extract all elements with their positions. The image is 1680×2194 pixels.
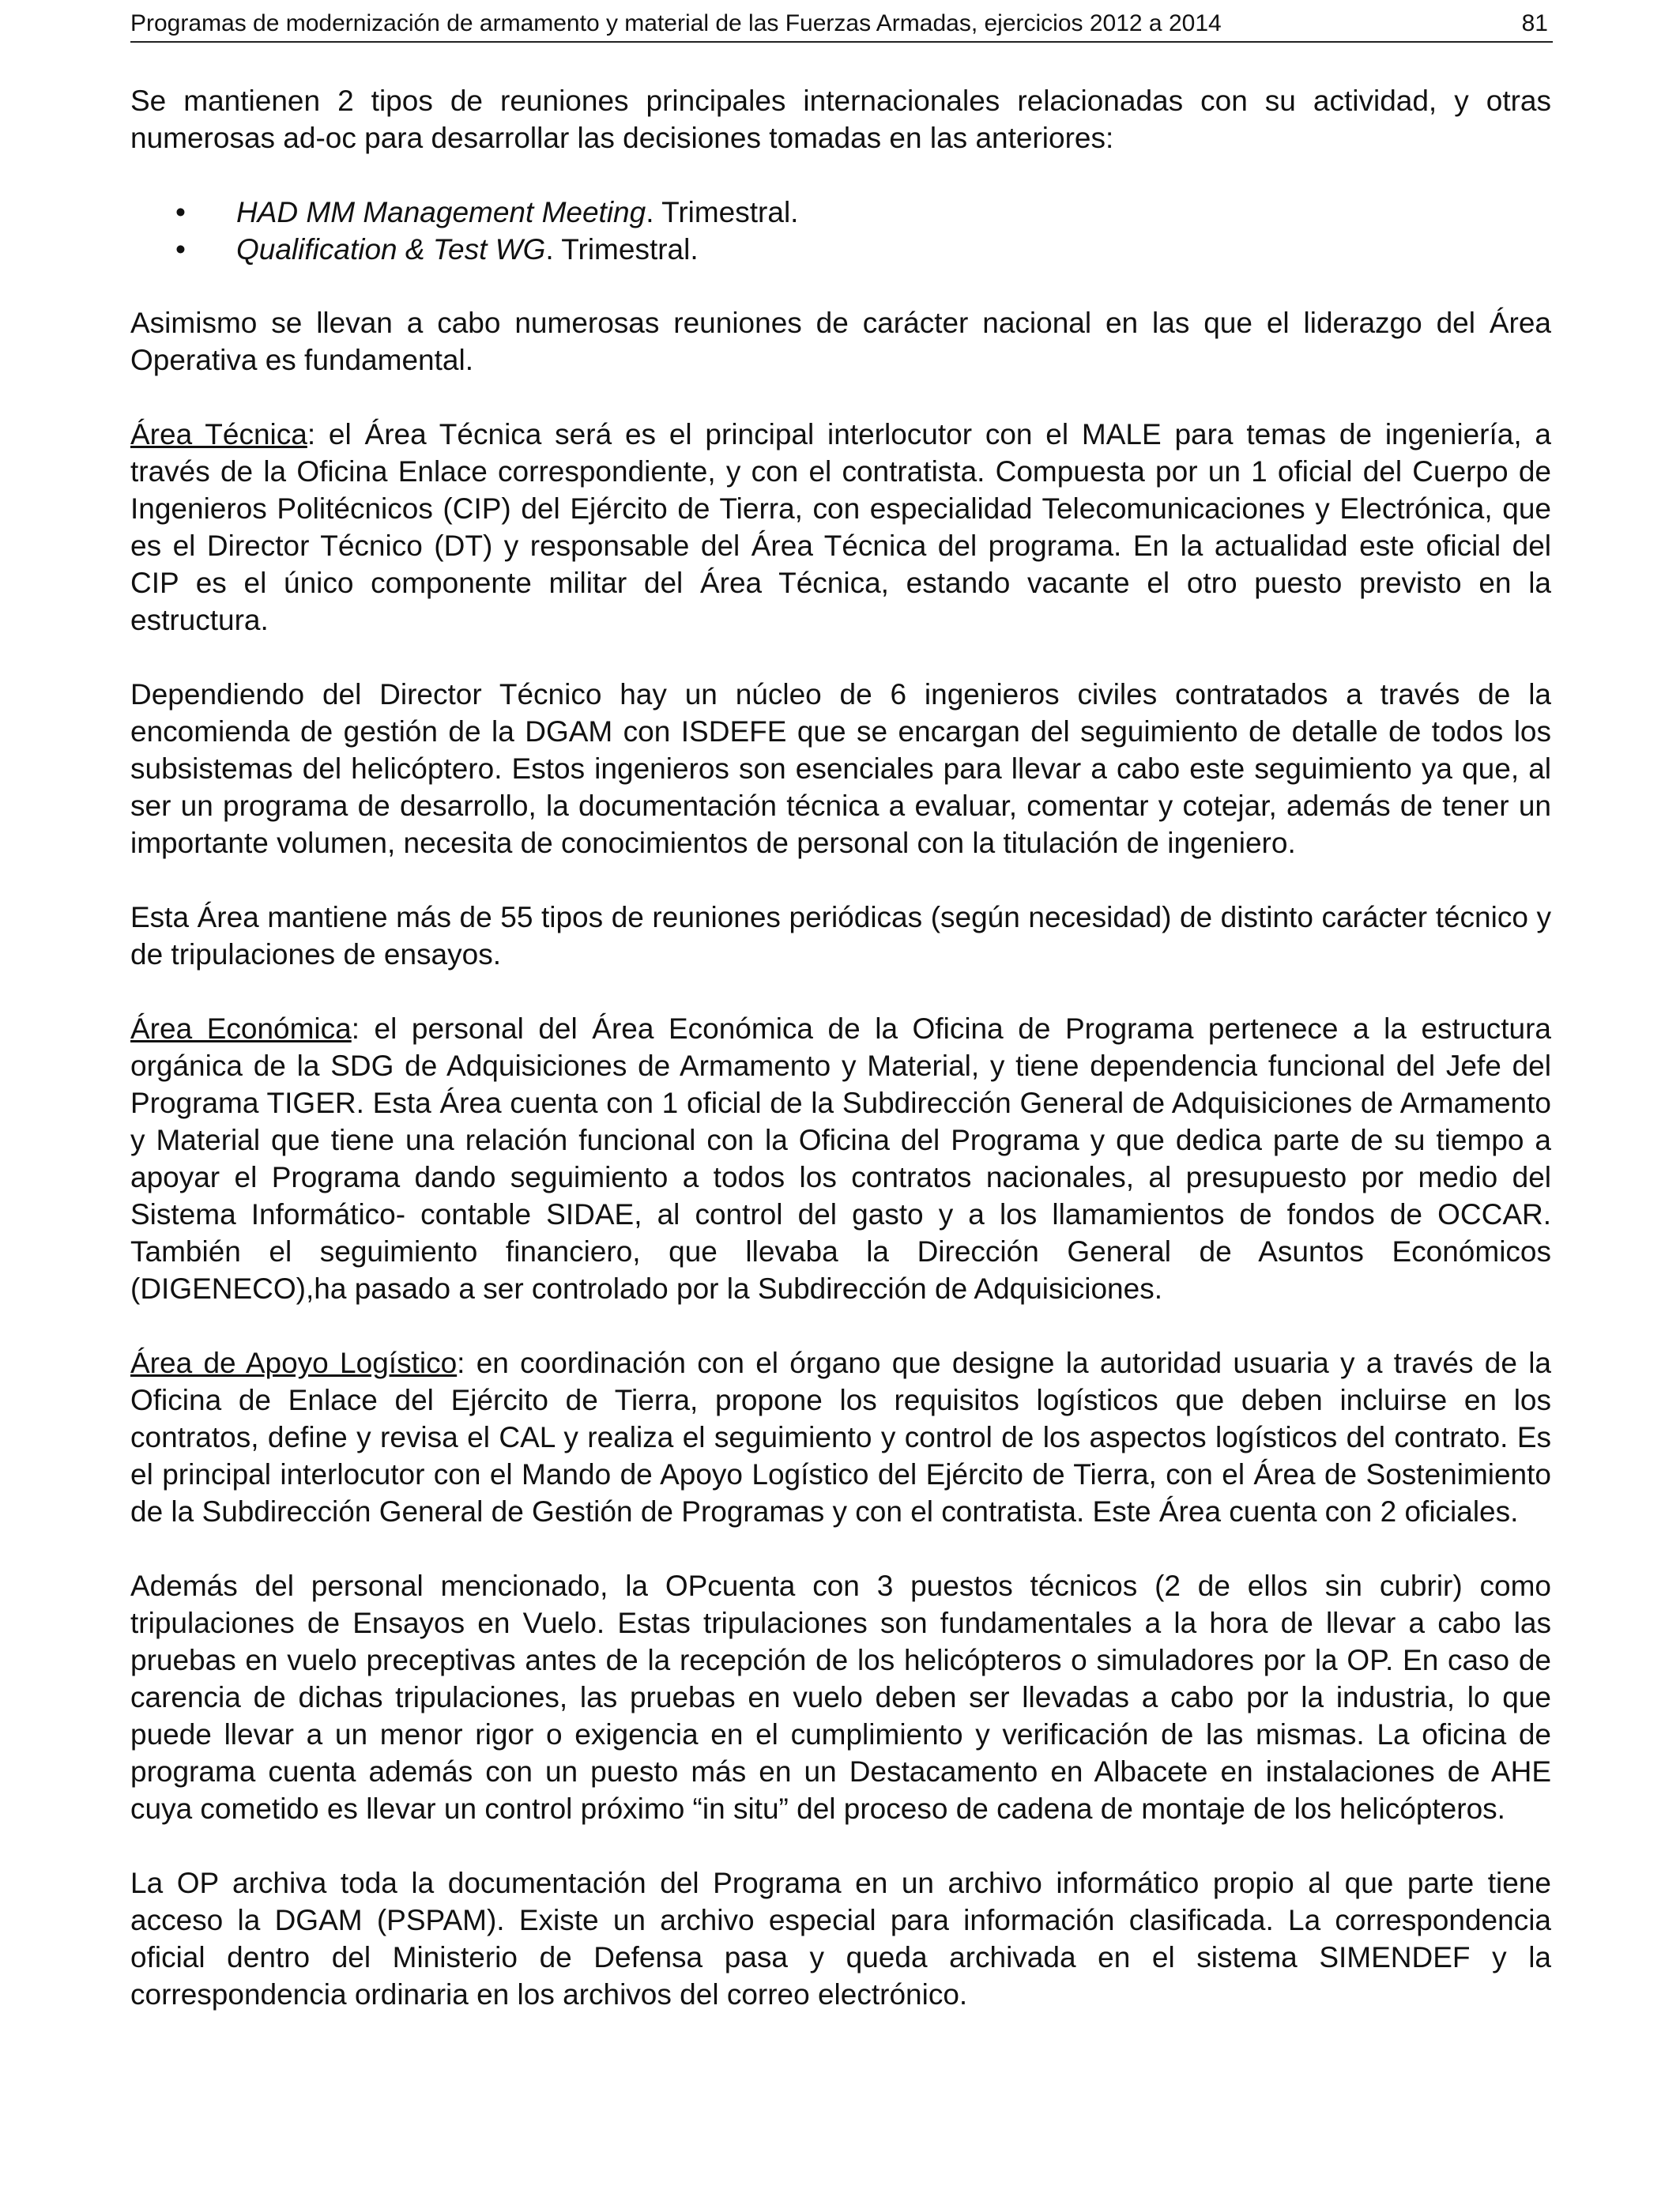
list-item <box>175 231 1551 268</box>
paragraph-technical-meetings: Esta Área mantiene más de 55 tipos de reuniones periódicas (según necesidad) de distinto carácter técnico y de tripulaciones de ensayos. <box>130 901 1551 971</box>
section-heading-area-tecnica: Área Técnica <box>130 418 307 450</box>
meetings-list <box>130 194 1551 268</box>
meeting-name: HAD MM Management Meeting <box>236 196 646 228</box>
meeting-frequency: . Trimestral. <box>545 233 699 266</box>
meeting-frequency: . Trimestral. <box>646 196 799 228</box>
paragraph-text: : el Área Técnica será es el principal interlocutor con el MALE para temas de ingeniería, a través de la Oficina Enlace correspondiente, y con el contratista. Compuesta por un 1 oficial del Cuerpo de Ingenieros Politécnicos (CIP) del Ejército de Tierra, con especialidad Telecomunicaciones y Electrónica, que es el Director Técnico (DT) y responsable del Área Técnica del programa. En la actualidad este oficial del CIP es el único componente militar del Área Técnica, estando vacante el otro puesto previsto en la estructura. <box>130 418 1551 636</box>
paragraph-flight-crews: Además del personal mencionado, la OPcuenta con 3 puestos técnicos (2 de ellos sin cubrir) como tripulaciones de Ensayos en Vuelo. Estas tripulaciones son fundamentales a la hora de llevar a cabo las pruebas en vuelo preceptivas antes de la recepción de los helicópteros o simuladores por la OP. En caso de carencia de dichas tripulaciones, las pruebas en vuelo deben ser llevadas a cabo por la industria, lo que puede llevar a un menor rigor o exigencia en el cumplimiento y verificación de las mismas. La oficina de programa cuenta además con un puesto más en un Destacamento en Albacete en instalaciones de AHE cuya cometido es llevar un control próximo “in situ” del proceso de cadena de montaje de los helicópteros. <box>130 1570 1551 1825</box>
document-body <box>130 82 1551 2050</box>
list-item <box>175 194 1551 231</box>
paragraph-area-tecnica <box>130 416 1551 639</box>
bullet-icon: • <box>175 196 186 228</box>
paragraph-archive: La OP archiva toda la documentación del Programa en un archivo informático propio al que parte tiene acceso la DGAM (PSPAM). Existe un archivo especial para información clasificada. La correspondencia oficial dentro del Ministerio de Defensa pasa y queda archivada en el sistema SIMENDEF y la correspondencia ordinaria en los archivos del correo electrónico. <box>130 1867 1551 2011</box>
paragraph-national-meetings: Asimismo se llevan a cabo numerosas reuniones de carácter nacional en las que el liderazgo del Área Operativa es fundamental. <box>130 307 1551 376</box>
paragraph-text: : en coordinación con el órgano que designe la autoridad usuaria y a través de la Oficina de Enlace del Ejército de Tierra, propone los requisitos logísticos que deben incluirse en los contratos, define y revisa el CAL y realiza el seguimiento y control de los aspectos logísticos del contrato. Es el principal interlocutor con el Mando de Apoyo Logístico del Ejército de Tierra, con el Área de Sostenimiento de la Subdirección General de Gestión de Programas y con el contratista. Este Área cuenta con 2 oficiales. <box>130 1347 1551 1528</box>
page-number: 81 <box>1521 10 1548 36</box>
header-title: Programas de modernización de armamento y material de las Fuerzas Armadas, ejercicios 2012 a 2014 <box>130 10 1222 36</box>
paragraph-area-economica <box>130 1010 1551 1307</box>
section-heading-area-apoyo-logistico: Área de Apoyo Logístico <box>130 1347 458 1379</box>
paragraph-text: : el personal del Área Económica de la Oficina de Programa pertenece a la estructura orgánica de la SDG de Adquisiciones de Armamento y Material, y tiene dependencia funcional del Jefe del Programa TIGER. Esta Área cuenta con 1 oficial de la Subdirección General de Adquisiciones de Armamento y Material que tiene una relación funcional con la Oficina del Programa y que dedica parte de su tiempo a apoyar el Programa dando seguimiento a todos los contratos nacionales, al presupuesto por medio del Sistema Informático- contable SIDAE, al control del gasto y a los llamamientos de fondos de OCCAR. También el seguimiento financiero, que llevaba la Dirección General de Asuntos Económicos (DIGENECO),ha pasado a ser controlado por la Subdirección de Adquisiciones. <box>130 1012 1551 1305</box>
meeting-name: Qualification & Test WG <box>236 233 546 266</box>
bullet-icon: • <box>175 233 186 266</box>
page-header <box>130 6 1553 43</box>
section-heading-area-economica: Área Económica <box>130 1012 352 1045</box>
paragraph-engineers: Dependiendo del Director Técnico hay un núcleo de 6 ingenieros civiles contratados a través de la encomienda de gestión de la DGAM con ISDEFE que se encargan del seguimiento de detalle de todos los subsistemas del helicóptero. Estos ingenieros son esenciales para llevar a cabo este seguimiento ya que, al ser un programa de desarrollo, la documentación técnica a evaluar, comentar y cotejar, además de tener un importante volumen, necesita de conocimientos de personal con la titulación de ingeniero. <box>130 678 1551 859</box>
paragraph-meetings: Se mantienen 2 tipos de reuniones principales internacionales relacionadas con su actividad, y otras numerosas ad-oc para desarrollar las decisiones tomadas en las anteriores: <box>130 85 1551 154</box>
paragraph-area-apoyo-logistico <box>130 1344 1551 1530</box>
